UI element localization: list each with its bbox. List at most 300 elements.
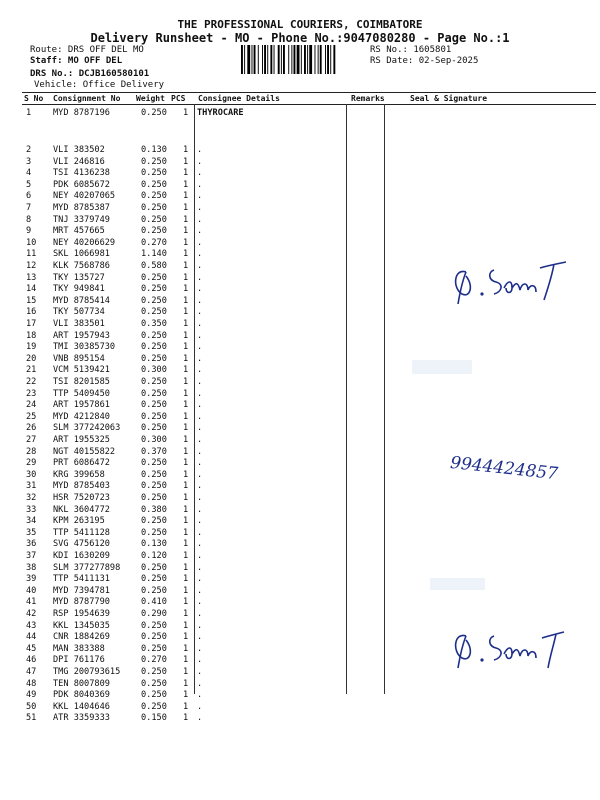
row-consignment-no: ART 1957943 [53, 330, 110, 341]
table-row [0, 551, 600, 563]
row-sno: 24 [26, 400, 37, 411]
row-pcs: 1 [183, 249, 189, 260]
row-weight: 0.250 [141, 330, 167, 341]
row-pcs: 1 [183, 655, 189, 666]
table-row [0, 191, 600, 203]
row-pcs: 1 [183, 156, 189, 167]
row-pcs: 1 [183, 574, 189, 585]
row-weight: 0.250 [141, 516, 167, 527]
row-consignment-no: MYD 8785387 [53, 203, 110, 213]
row-pcs: 1 [183, 527, 189, 538]
table-row [0, 516, 600, 528]
row-sno: 31 [26, 481, 37, 492]
row-consignment-no: PRT 6086472 [53, 458, 110, 469]
row-pcs: 1 [183, 284, 189, 295]
row-pcs: 1 [183, 272, 189, 283]
row-consignment-no: KRG 399658 [53, 469, 105, 480]
row-consignment-no: TNJ 3379749 [53, 214, 110, 225]
row-pcs: 1 [183, 690, 189, 701]
table-row [0, 528, 600, 540]
row-weight: 0.250 [141, 156, 167, 167]
row-consignment-no: CNR 1884269 [53, 632, 110, 643]
row-pcs: 1 [183, 701, 189, 712]
row-weight: 0.410 [141, 597, 167, 608]
row-consignee-details: . [197, 295, 203, 306]
barcode-bar [288, 45, 289, 74]
row-pcs: 1 [183, 226, 189, 237]
row-sno: 13 [26, 272, 37, 283]
row-consignment-no: VLI 246816 [53, 156, 105, 167]
barcode-bar [283, 45, 285, 74]
row-sno: 44 [26, 632, 37, 643]
barcode-bar [320, 45, 322, 74]
row-sno: 8 [26, 214, 32, 225]
row-consignment-no: VLI 383501 [53, 319, 105, 329]
col-remarks: Remarks [351, 94, 385, 103]
row-pcs: 1 [183, 446, 189, 457]
row-sno: 43 [26, 620, 37, 631]
row-consignee-details: . [197, 435, 203, 445]
row-pcs: 1 [183, 562, 189, 573]
barcode-bar [274, 45, 275, 74]
row-consignment-no: HSR 7520723 [53, 493, 110, 503]
row-pcs: 1 [183, 330, 189, 341]
row-consignee-details: . [197, 237, 203, 248]
table-row [0, 435, 600, 447]
row-weight: 0.250 [141, 411, 167, 422]
row-consignee-details: . [197, 411, 203, 422]
row-consignee-details: . [197, 643, 203, 654]
row-pcs: 1 [183, 214, 189, 225]
row-weight: 0.250 [141, 678, 167, 689]
row-sno: 19 [26, 342, 37, 353]
row-weight: 0.300 [141, 435, 167, 445]
col-seal-signature: Seal & Signature [410, 94, 488, 103]
row-pcs: 1 [183, 551, 189, 561]
row-weight: 0.370 [141, 446, 167, 457]
row-consignment-no: TTP 5409450 [53, 388, 110, 399]
row-pcs: 1 [183, 493, 189, 503]
row-consignee-details: . [197, 493, 203, 503]
row-weight: 0.130 [141, 145, 167, 155]
row-consignee-details: . [197, 342, 203, 353]
row-consignee-details: . [197, 156, 203, 167]
drs-number: DRS No.: DCJB160580101 [30, 69, 150, 79]
row-consignment-no: PDK 6085672 [53, 179, 110, 190]
row-pcs: 1 [183, 667, 189, 677]
row-pcs: 1 [183, 504, 189, 515]
row-weight: 0.270 [141, 237, 167, 248]
row-weight: 0.580 [141, 261, 167, 271]
staff-label: Staff: MO OFF DEL [30, 56, 123, 66]
row-consignee-details: . [197, 168, 203, 179]
row-consignment-no: KKL 1404646 [53, 701, 110, 712]
row-consignee-details: . [197, 377, 203, 387]
row-consignee-details: . [197, 145, 203, 155]
row-consignment-no: VCM 5139421 [53, 365, 110, 376]
col-consignment: Consignment No [53, 94, 121, 103]
route-label: Route: DRS OFF DEL MO [30, 45, 144, 55]
row-consignee-details: . [197, 353, 203, 364]
row-consignee-details: . [197, 667, 203, 677]
row-pcs: 1 [183, 516, 189, 527]
row-weight: 0.250 [141, 527, 167, 538]
table-top-rule [22, 92, 596, 93]
row-weight: 0.250 [141, 620, 167, 631]
row-sno: 12 [26, 261, 37, 271]
row-pcs: 1 [183, 319, 189, 329]
row-weight: 0.250 [141, 481, 167, 492]
row-sno: 35 [26, 527, 37, 538]
row-consignment-no: TKY 949841 [53, 284, 105, 295]
table-row [0, 238, 600, 250]
row-sno: 22 [26, 377, 37, 387]
row-consignment-no: SLM 377242063 [53, 423, 121, 434]
row-consignment-no: TEN 8007809 [53, 678, 110, 689]
row-pcs: 1 [183, 295, 189, 306]
row-consignment-no: TMI 30385730 [53, 342, 116, 353]
row-consignment-no: VNB 895154 [53, 353, 105, 364]
row-pcs: 1 [183, 678, 189, 689]
row-sno: 6 [26, 191, 32, 202]
row-consignee-details: . [197, 423, 203, 434]
barcode-bar [262, 45, 263, 74]
row-sno: 40 [26, 585, 37, 596]
table-row [0, 563, 600, 575]
row-consignment-no: KLK 7568786 [53, 261, 110, 271]
row-weight: 0.250 [141, 667, 167, 677]
row-pcs: 1 [183, 469, 189, 480]
row-sno: 50 [26, 701, 37, 712]
row-sno: 16 [26, 307, 37, 318]
row-weight: 0.250 [141, 284, 167, 295]
table-row [0, 539, 600, 551]
row-consignee-details: . [197, 226, 203, 237]
barcode-bar [309, 45, 312, 74]
barcode-bar [333, 45, 335, 74]
row-consignment-no: NKL 3604772 [53, 504, 110, 515]
row-weight: 0.250 [141, 377, 167, 387]
row-consignment-no: TTP 5411131 [53, 574, 110, 585]
row-consignment-no: KDI 1630209 [53, 551, 110, 561]
row-consignment-no: TSI 8201585 [53, 377, 110, 387]
row-pcs: 1 [183, 191, 189, 202]
table-row [0, 342, 600, 354]
row-weight: 0.250 [141, 108, 167, 118]
row-sno: 18 [26, 330, 37, 341]
table-row [0, 203, 600, 215]
row-consignee-details: . [197, 527, 203, 538]
row-pcs: 1 [183, 377, 189, 387]
row-consignee-details: . [197, 307, 203, 318]
row-weight: 0.250 [141, 701, 167, 712]
row-pcs: 1 [183, 435, 189, 445]
row-consignee-details: . [197, 539, 203, 550]
runsheet-subtitle: Delivery Runsheet - MO - Phone No.:9047080280 - Page No.:1 [90, 31, 510, 45]
barcode-bar [318, 45, 319, 74]
row-weight: 0.250 [141, 632, 167, 643]
table-row [0, 690, 600, 702]
barcode-bar [258, 45, 259, 74]
row-pcs: 1 [183, 632, 189, 643]
row-consignee-details: . [197, 597, 203, 608]
row-weight: 0.250 [141, 179, 167, 190]
table-row [0, 215, 600, 227]
row-consignee-details: . [197, 214, 203, 225]
barcode-bar [315, 45, 316, 74]
row-sno: 28 [26, 446, 37, 457]
row-pcs: 1 [183, 411, 189, 422]
row-consignee-details: . [197, 562, 203, 573]
barcode-image [241, 45, 365, 74]
row-consignee-details: . [197, 632, 203, 643]
row-consignment-no: MYD 7394781 [53, 585, 110, 596]
table-row [0, 713, 600, 725]
row-sno: 48 [26, 678, 37, 689]
row-consignee-details: . [197, 446, 203, 457]
row-weight: 0.250 [141, 191, 167, 202]
row-pcs: 1 [183, 539, 189, 550]
row-consignee-details: . [197, 701, 203, 712]
barcode-bar [301, 45, 302, 74]
table-row [0, 609, 600, 621]
table-row [0, 331, 600, 343]
row-pcs: 1 [183, 643, 189, 654]
row-weight: 0.250 [141, 400, 167, 411]
row-sno: 25 [26, 411, 37, 422]
row-weight: 0.250 [141, 469, 167, 480]
row-consignment-no: MYD 8787790 [53, 597, 110, 608]
row-consignment-no: ATR 3359333 [53, 713, 110, 724]
table-row [0, 180, 600, 192]
col-consignee-details: Consignee Details [198, 94, 280, 103]
rs-number: RS No.: 1605801 [370, 45, 452, 55]
vehicle-label: Vehicle: Office Delivery [34, 80, 165, 90]
row-consignee-details: . [197, 272, 203, 283]
table-row [0, 168, 600, 180]
row-consignee-details: . [197, 574, 203, 585]
row-consignee-details: . [197, 400, 203, 411]
faint-stamp-mark [430, 578, 485, 590]
row-consignment-no: ART 1957861 [53, 400, 110, 411]
rs-date: RS Date: 02-Sep-2025 [370, 56, 479, 66]
row-weight: 0.380 [141, 504, 167, 515]
table-row [0, 423, 600, 435]
col-sno: S No [24, 94, 44, 103]
row-consignment-no: NGT 40155822 [53, 446, 116, 457]
row-sno: 33 [26, 504, 37, 515]
barcode-bar [278, 45, 280, 74]
barcode-bar [252, 45, 253, 74]
barcode-bar [270, 45, 272, 74]
row-consignee-details: . [197, 388, 203, 399]
row-pcs: 1 [183, 145, 189, 155]
row-weight: 0.250 [141, 295, 167, 306]
table-row [0, 377, 600, 389]
row-pcs: 1 [183, 353, 189, 364]
row-weight: 0.250 [141, 307, 167, 318]
table-row [0, 226, 600, 238]
row-consignment-no: RSP 1954639 [53, 609, 110, 619]
table-row [0, 493, 600, 505]
row-sno: 34 [26, 516, 37, 527]
row-weight: 0.290 [141, 609, 167, 619]
row-sno: 47 [26, 667, 37, 677]
table-row [0, 412, 600, 424]
handwritten-signature-bottom [448, 622, 578, 674]
row-pcs: 1 [183, 585, 189, 596]
table-row [0, 108, 600, 120]
row-consignee-details: . [197, 551, 203, 561]
row-pcs: 1 [183, 237, 189, 248]
handwritten-phone-note [448, 448, 578, 488]
row-sno: 32 [26, 493, 37, 503]
row-weight: 0.250 [141, 342, 167, 353]
table-row [0, 400, 600, 412]
table-row [0, 702, 600, 714]
barcode-bar [254, 45, 256, 74]
row-sno: 21 [26, 365, 37, 376]
row-pcs: 1 [183, 458, 189, 469]
row-sno: 2 [26, 145, 32, 155]
row-consignment-no: TSI 4136238 [53, 168, 110, 179]
table-row [0, 157, 600, 169]
row-consignee-details: . [197, 678, 203, 689]
row-consignee-details: . [197, 249, 203, 260]
row-consignment-no: NEY 40206629 [53, 237, 116, 248]
row-consignee-details: . [197, 458, 203, 469]
row-consignment-no: MRT 457665 [53, 226, 105, 237]
row-consignee-details: . [197, 609, 203, 619]
row-sno: 4 [26, 168, 32, 179]
row-pcs: 1 [183, 203, 189, 213]
row-sno: 45 [26, 643, 37, 654]
row-sno: 29 [26, 458, 37, 469]
row-sno: 30 [26, 469, 37, 480]
row-sno: 1 [26, 108, 32, 118]
row-weight: 0.250 [141, 226, 167, 237]
row-weight: 0.250 [141, 643, 167, 654]
table-row [0, 597, 600, 609]
row-consignment-no: KPM 263195 [53, 516, 105, 527]
row-sno: 7 [26, 203, 32, 213]
row-sno: 5 [26, 179, 32, 190]
table-row [0, 365, 600, 377]
row-consignment-no: PDK 8040369 [53, 690, 110, 701]
row-sno: 26 [26, 423, 37, 434]
row-sno: 14 [26, 284, 37, 295]
barcode-bar [304, 45, 306, 74]
table-row [0, 586, 600, 598]
row-sno: 17 [26, 319, 37, 329]
row-consignee-details: . [197, 713, 203, 724]
row-consignment-no: MYD 8785414 [53, 295, 110, 306]
barcode-bar [294, 45, 296, 74]
barcode-bar [244, 45, 245, 74]
row-consignee-details: . [197, 504, 203, 515]
row-consignee-details: . [197, 179, 203, 190]
company-title: THE PROFESSIONAL COURIERS, COIMBATORE [177, 18, 423, 31]
row-consignment-no: NEY 40207065 [53, 191, 116, 202]
barcode-bar [291, 45, 292, 74]
row-pcs: 1 [183, 620, 189, 631]
row-consignee-details: . [197, 469, 203, 480]
row-consignee-details: THYROCARE [197, 108, 244, 118]
row-weight: 0.250 [141, 168, 167, 179]
barcode-bar [281, 45, 282, 74]
row-consignee-details: . [197, 365, 203, 376]
row-weight: 0.150 [141, 713, 167, 724]
row-sno: 38 [26, 562, 37, 573]
row-weight: 0.300 [141, 365, 167, 376]
row-sno: 39 [26, 574, 37, 585]
row-weight: 0.250 [141, 388, 167, 399]
row-pcs: 1 [183, 168, 189, 179]
row-pcs: 1 [183, 365, 189, 376]
table-row [0, 505, 600, 517]
phone-note-text: 9944424857 [449, 452, 559, 485]
row-consignment-no: TKY 135727 [53, 272, 105, 283]
row-pcs: 1 [183, 342, 189, 353]
row-sno: 46 [26, 655, 37, 666]
row-weight: 0.250 [141, 214, 167, 225]
barcode-bar [267, 45, 268, 74]
row-pcs: 1 [183, 388, 189, 399]
barcode-bar [327, 45, 329, 74]
row-consignment-no: ART 1955325 [53, 435, 110, 445]
row-consignment-no: MYD 8787196 [53, 108, 110, 118]
row-consignee-details: . [197, 690, 203, 701]
row-consignee-details: . [197, 516, 203, 527]
row-sno: 36 [26, 539, 37, 550]
row-weight: 0.250 [141, 574, 167, 585]
row-consignment-no: MYD 4212840 [53, 411, 110, 422]
row-consignment-no: SVG 4756120 [53, 539, 110, 550]
row-weight: 0.250 [141, 562, 167, 573]
row-pcs: 1 [183, 179, 189, 190]
row-weight: 0.250 [141, 203, 167, 213]
col-weight: Weight [136, 94, 165, 103]
row-consignment-no: TTP 5411128 [53, 527, 110, 538]
row-consignment-no: TKY 507734 [53, 307, 105, 318]
row-weight: 0.250 [141, 272, 167, 283]
barcode-bar [297, 45, 300, 74]
row-sno: 11 [26, 249, 37, 260]
row-sno: 20 [26, 353, 37, 364]
barcode-bar [330, 45, 331, 74]
row-sno: 9 [26, 226, 32, 237]
row-weight: 0.250 [141, 458, 167, 469]
row-consignment-no: KKL 1345035 [53, 620, 110, 631]
barcode-bar [247, 45, 250, 74]
row-weight: 0.250 [141, 690, 167, 701]
row-pcs: 1 [183, 423, 189, 434]
row-consignment-no: MAN 383388 [53, 643, 105, 654]
row-consignment-no: DPI 761176 [53, 655, 105, 666]
table-row [0, 319, 600, 331]
row-pcs: 1 [183, 481, 189, 492]
row-consignment-no: SLM 377277898 [53, 562, 121, 573]
row-consignment-no: SKL 1066981 [53, 249, 110, 260]
row-consignment-no: TMG 200793615 [53, 667, 121, 677]
row-pcs: 1 [183, 261, 189, 271]
row-sno: 27 [26, 435, 37, 445]
faint-stamp-mark [412, 360, 472, 374]
col-pcs: PCS [171, 94, 186, 103]
row-sno: 15 [26, 295, 37, 306]
row-consignee-details: . [197, 319, 203, 329]
row-sno: 51 [26, 713, 37, 724]
